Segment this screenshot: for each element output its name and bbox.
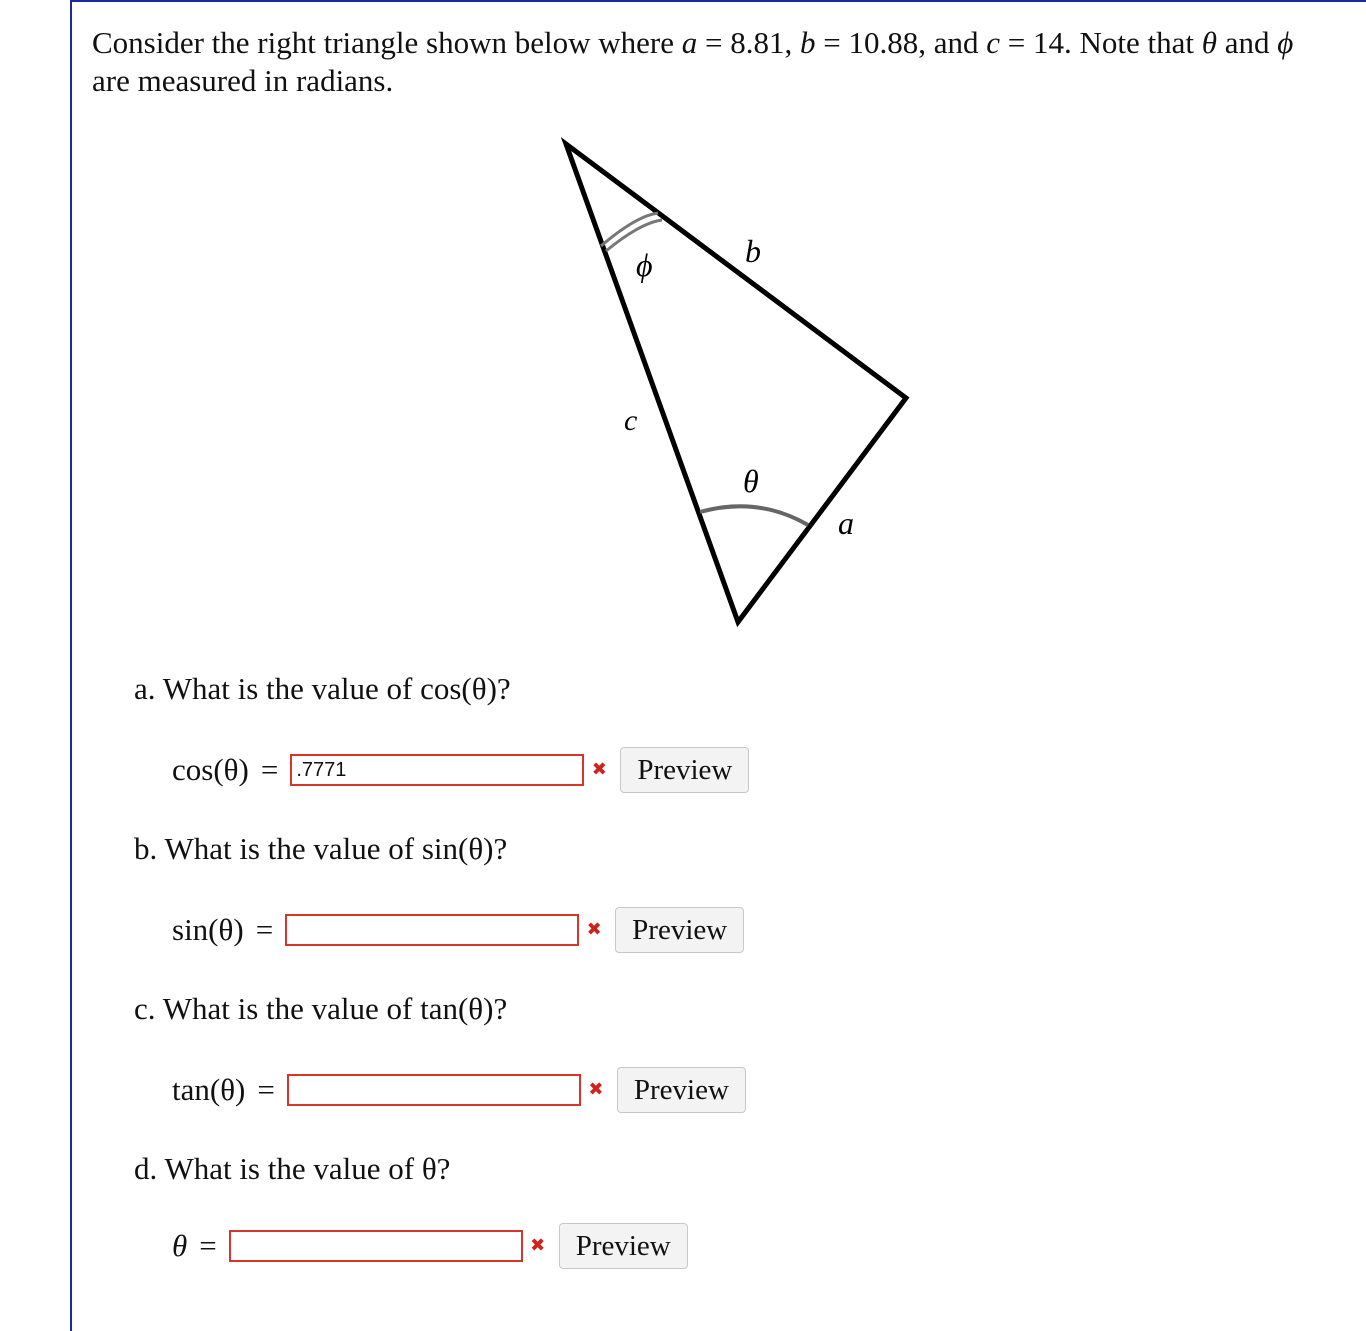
- cos-answer-input[interactable]: [290, 754, 584, 786]
- var-a: a: [681, 25, 698, 60]
- intro-and: and: [1216, 25, 1278, 60]
- value-a: = 8.81,: [697, 25, 800, 60]
- intro-text-2: are measured in radians.: [92, 63, 394, 98]
- triangle-diagram: [540, 130, 920, 630]
- top-border: [70, 0, 1366, 2]
- preview-button-d[interactable]: Preview: [559, 1223, 688, 1269]
- lhs-cos: cos(θ): [172, 752, 249, 787]
- preview-button-c[interactable]: Preview: [617, 1067, 746, 1113]
- lhs-theta: θ: [172, 1228, 188, 1263]
- tan-answer-input[interactable]: [287, 1074, 581, 1106]
- answer-row-b: [172, 906, 744, 954]
- lhs-tan: tan(θ): [172, 1072, 246, 1107]
- lhs-sin: sin(θ): [172, 912, 244, 947]
- equals-sign: =: [260, 752, 279, 787]
- label-phi: ϕ: [636, 247, 653, 283]
- problem-statement: [92, 24, 1362, 100]
- preview-button-b[interactable]: Preview: [615, 907, 744, 953]
- answer-row-d: [172, 1222, 688, 1270]
- question-b: b. What is the value of sin(θ)?: [134, 831, 508, 866]
- label-a: a: [838, 505, 854, 541]
- question-d: d. What is the value of θ?: [134, 1151, 451, 1186]
- intro-text: Consider the right triangle shown below where: [92, 25, 682, 60]
- question-c: c. What is the value of tan(θ)?: [134, 991, 508, 1026]
- preview-button-a[interactable]: Preview: [620, 747, 749, 793]
- triangle-shape: [566, 144, 906, 622]
- var-c: c: [986, 25, 1000, 60]
- left-border: [70, 0, 72, 1331]
- value-b: = 10.88, and: [815, 25, 987, 60]
- x-mark-icon: ✖: [586, 919, 602, 940]
- answer-row-c: [172, 1066, 746, 1114]
- var-theta: θ: [1201, 25, 1217, 60]
- var-phi: ϕ: [1277, 25, 1294, 60]
- label-theta: θ: [743, 463, 759, 499]
- x-mark-icon: ✖: [588, 1079, 604, 1100]
- theta-arc: [700, 506, 808, 525]
- phi-arc-outer: [601, 213, 658, 246]
- x-mark-icon: ✖: [591, 759, 607, 780]
- equals-sign: =: [257, 1072, 275, 1107]
- label-b: b: [745, 233, 761, 269]
- answer-row-a: [172, 746, 749, 794]
- sin-answer-input[interactable]: [285, 914, 579, 946]
- value-c: = 14. Note that: [999, 25, 1202, 60]
- label-c: c: [624, 404, 638, 437]
- x-mark-icon: ✖: [530, 1235, 546, 1256]
- var-b: b: [799, 25, 816, 60]
- theta-answer-input[interactable]: [229, 1230, 523, 1262]
- equals-sign: =: [199, 1228, 217, 1263]
- equals-sign: =: [255, 912, 274, 947]
- question-a: a. What is the value of cos(θ)?: [134, 671, 511, 706]
